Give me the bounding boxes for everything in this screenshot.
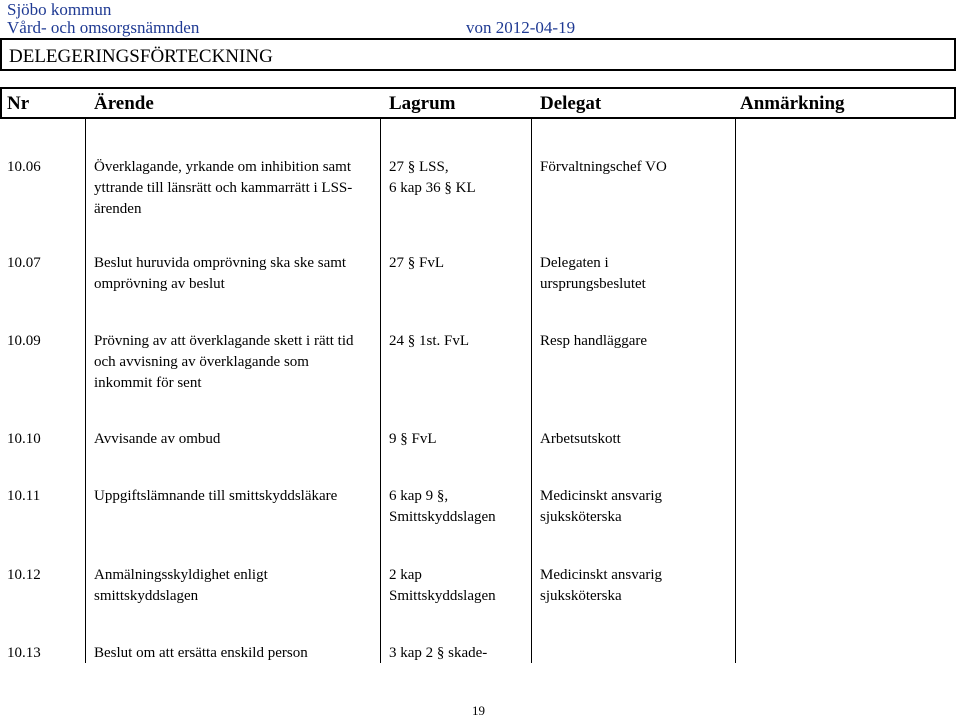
row-lagrum: 6 kap 9 §, Smittskyddslagen [389,488,496,525]
row-arende: Beslut om att ersätta enskild person [94,645,308,661]
column-divider [85,119,86,663]
row-nr: 10.11 [7,488,41,504]
document-title: DELEGERINGSFÖRTECKNING [9,46,273,67]
row-delegat: Arbetsutskott [540,431,621,447]
column-header-arende: Ärende [94,93,154,114]
row-arende: Överklagande, yrkande om inhibition samt yttrande till länsrätt och kammarrätt i LSS- ärenden [94,159,353,217]
column-header-delegat: Delegat [540,93,602,114]
row-nr: 10.13 [7,645,41,661]
title-box [0,38,956,71]
row-arende: Beslut huruvida omprövning ska ske samt omprövning av beslut [94,255,347,292]
column-divider [735,119,736,663]
row-arende: Prövning av att överklagande skett i rätt tid och avvisning av överklagande som inkommit för sent [94,333,354,391]
column-divider [380,119,381,663]
column-divider [531,119,532,663]
row-nr: 10.10 [7,431,41,447]
row-arende: Anmälningsskyldighet enligt smittskyddslagen [94,567,268,604]
row-nr: 10.12 [7,567,41,583]
row-nr: 10.09 [7,333,41,349]
committee-name: Vård- och omsorgsnämnden [7,18,200,37]
row-lagrum: 3 kap 2 § skade- [389,645,488,661]
row-nr: 10.07 [7,255,41,271]
row-delegat: Medicinskt ansvarig sjuksköterska [540,567,663,604]
row-arende: Uppgiftslämnande till smittskyddsläkare [94,488,338,504]
row-arende: Avvisande av ombud [94,431,221,447]
row-delegat: Resp handläggare [540,333,648,349]
row-lagrum: 24 § 1st. FvL [389,333,470,349]
row-lagrum: 9 § FvL [389,431,437,447]
column-header-anmarkning: Anmärkning [740,93,845,114]
column-header-lagrum: Lagrum [389,93,456,114]
municipality-name: Sjöbo kommun [7,0,112,19]
row-lagrum: 27 § FvL [389,255,445,271]
row-delegat: Förvaltningschef VO [540,159,667,175]
row-delegat: Medicinskt ansvarig sjuksköterska [540,488,663,525]
row-delegat: Delegaten i ursprungsbeslutet [540,255,646,292]
document-date: von 2012-04-19 [466,18,576,37]
row-lagrum: 2 kap Smittskyddslagen [389,567,496,604]
row-lagrum: 27 § LSS, 6 kap 36 § KL [389,159,476,196]
column-header-nr: Nr [7,93,30,114]
page-number: 19 [472,703,485,718]
row-nr: 10.06 [7,159,41,175]
